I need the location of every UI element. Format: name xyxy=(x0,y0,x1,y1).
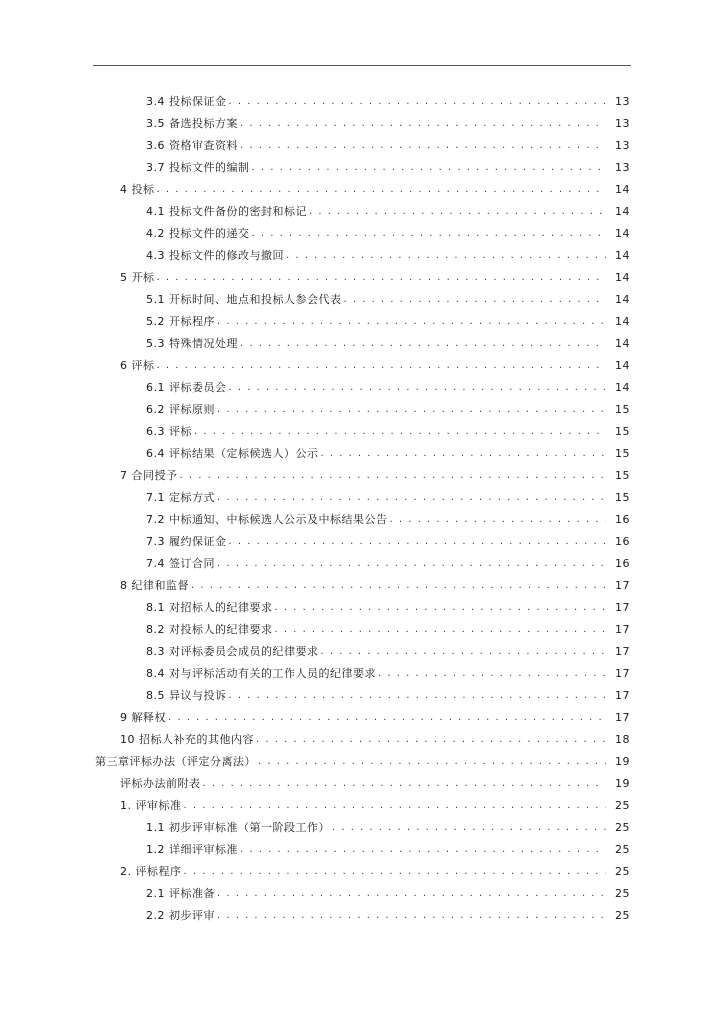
toc-entry-page-number: 14 xyxy=(615,270,630,284)
toc-dot-leader xyxy=(191,580,606,591)
toc-entry[interactable] xyxy=(120,860,630,882)
toc-entry-label: 3.5 备选投标方案 xyxy=(146,117,238,130)
toc-entry[interactable] xyxy=(146,838,630,860)
toc-entry-label: 6.4 评标结果（定标候选人）公示 xyxy=(146,447,319,460)
toc-dot-leader xyxy=(229,536,607,547)
toc-entry-page-number: 16 xyxy=(615,512,630,526)
toc-dot-leader xyxy=(229,690,607,701)
toc-dot-leader xyxy=(252,162,607,173)
toc-entry-label: 6.1 评标委员会 xyxy=(146,381,227,394)
toc-dot-leader xyxy=(168,712,606,723)
toc-dot-leader xyxy=(217,910,606,921)
toc-entry-label: 8 纪律和监督 xyxy=(120,579,189,592)
toc-dot-leader xyxy=(258,756,606,767)
toc-entry-label: 4 投标 xyxy=(120,183,155,196)
toc-entry-page-number: 14 xyxy=(615,182,630,196)
toc-entry-label: 第三章评标办法（评定分离法） xyxy=(95,755,256,768)
toc-entry[interactable] xyxy=(146,640,630,662)
toc-dot-leader xyxy=(229,96,607,107)
toc-dot-leader xyxy=(217,404,606,415)
toc-entry-page-number: 19 xyxy=(615,776,630,790)
toc-entry-page-number: 15 xyxy=(615,402,630,416)
toc-entry-page-number: 25 xyxy=(615,908,630,922)
toc-entry-page-number: 17 xyxy=(615,600,630,614)
toc-dot-leader xyxy=(157,360,607,371)
toc-entry[interactable] xyxy=(120,354,630,376)
toc-entry-label: 1. 评审标准 xyxy=(120,799,182,812)
toc-entry-page-number: 25 xyxy=(615,798,630,812)
toc-entry-page-number: 15 xyxy=(615,446,630,460)
toc-dot-leader xyxy=(217,888,606,899)
toc-entry[interactable] xyxy=(120,464,630,486)
toc-entry-page-number: 13 xyxy=(615,116,630,130)
toc-entry-label: 9 解释权 xyxy=(120,711,166,724)
toc-entry-page-number: 14 xyxy=(615,380,630,394)
toc-entry[interactable] xyxy=(146,398,630,420)
toc-entry-label: 4.3 投标文件的修改与撤回 xyxy=(146,249,284,262)
toc-entry-label: 1.2 详细评审标准 xyxy=(146,843,238,856)
toc-entry[interactable] xyxy=(146,508,630,530)
toc-dot-leader xyxy=(378,668,606,679)
toc-entry[interactable] xyxy=(146,420,630,442)
header-rule xyxy=(93,65,631,66)
toc-entry-page-number: 13 xyxy=(615,138,630,152)
toc-entry[interactable] xyxy=(146,156,630,178)
toc-entry-label: 5.2 开标程序 xyxy=(146,315,215,328)
toc-entry-label: 3.7 投标文件的编制 xyxy=(146,161,250,174)
toc-entry[interactable] xyxy=(120,728,630,750)
toc-entry-page-number: 16 xyxy=(615,556,630,570)
toc-entry-label: 3.4 投标保证金 xyxy=(146,95,227,108)
toc-entry[interactable] xyxy=(146,552,630,574)
toc-entry-label: 1.1 初步评审标准（第一阶段工作） xyxy=(146,821,330,834)
toc-dot-leader xyxy=(275,624,607,635)
toc-dot-leader xyxy=(309,206,606,217)
toc-entry-label: 8.2 对投标人的纪律要求 xyxy=(146,623,273,636)
toc-entry-page-number: 19 xyxy=(615,754,630,768)
toc-dot-leader xyxy=(184,866,607,877)
toc-entry-label: 7.3 履约保证金 xyxy=(146,535,227,548)
toc-entry[interactable] xyxy=(120,266,630,288)
toc-entry-label: 8.4 对与评标活动有关的工作人员的纪律要求 xyxy=(146,667,376,680)
toc-entry-label: 6.2 评标原则 xyxy=(146,403,215,416)
toc-entry-page-number: 14 xyxy=(615,248,630,262)
toc-entry[interactable] xyxy=(146,112,630,134)
toc-dot-leader xyxy=(194,426,606,437)
toc-entry-page-number: 14 xyxy=(615,292,630,306)
toc-dot-leader xyxy=(217,316,606,327)
toc-dot-leader xyxy=(217,492,606,503)
toc-dot-leader xyxy=(256,734,606,745)
toc-entry-page-number: 14 xyxy=(615,336,630,350)
toc-entry[interactable] xyxy=(146,134,630,156)
toc-entry[interactable] xyxy=(146,530,630,552)
toc-dot-leader xyxy=(180,470,607,481)
toc-entry-page-number: 17 xyxy=(615,578,630,592)
toc-entry-page-number: 15 xyxy=(615,424,630,438)
toc-entry-label: 10 招标人补充的其他内容 xyxy=(120,733,254,746)
toc-entry-page-number: 25 xyxy=(615,842,630,856)
toc-entry-label: 6.3 评标 xyxy=(146,425,192,438)
toc-entry[interactable] xyxy=(146,332,630,354)
toc-entry[interactable] xyxy=(120,794,630,816)
toc-entry-page-number: 25 xyxy=(615,820,630,834)
toc-entry-label: 7 合同授予 xyxy=(120,469,178,482)
toc-entry-page-number: 14 xyxy=(615,204,630,218)
toc-dot-leader xyxy=(157,184,607,195)
toc-entry-label: 4.1 投标文件备份的密封和标记 xyxy=(146,205,307,218)
toc-dot-leader xyxy=(240,140,606,151)
toc-dot-leader xyxy=(252,228,607,239)
toc-entry[interactable] xyxy=(146,904,630,926)
toc-entry[interactable] xyxy=(146,662,630,684)
toc-entry-label: 8.3 对评标委员会成员的纪律要求 xyxy=(146,645,319,658)
toc-entry-label: 2.1 评标准备 xyxy=(146,887,215,900)
toc-entry[interactable] xyxy=(146,288,630,310)
toc-entry-page-number: 17 xyxy=(615,622,630,636)
toc-entry-label: 6 评标 xyxy=(120,359,155,372)
toc-entry-label: 5 开标 xyxy=(120,271,155,284)
toc-entry-label: 7.4 签订合同 xyxy=(146,557,215,570)
toc-entry-page-number: 15 xyxy=(615,468,630,482)
toc-entry[interactable] xyxy=(120,772,630,794)
toc-entry[interactable] xyxy=(146,882,630,904)
toc-entry-label: 7.1 定标方式 xyxy=(146,491,215,504)
toc-entry-page-number: 17 xyxy=(615,666,630,680)
toc-entry-page-number: 13 xyxy=(615,94,630,108)
toc-entry[interactable] xyxy=(95,750,630,772)
toc-entry[interactable] xyxy=(146,684,630,706)
toc-entry[interactable] xyxy=(146,816,630,838)
toc-entry[interactable] xyxy=(146,486,630,508)
toc-dot-leader xyxy=(157,272,607,283)
toc-entry[interactable] xyxy=(146,618,630,640)
toc-entry-label: 评标办法前附表 xyxy=(120,777,201,790)
toc-entry-label: 5.1 开标时间、地点和投标人参会代表 xyxy=(146,293,342,306)
toc-entry[interactable] xyxy=(120,178,630,200)
toc-dot-leader xyxy=(184,800,607,811)
toc-dot-leader xyxy=(344,294,607,305)
toc-entry-page-number: 16 xyxy=(615,534,630,548)
toc-dot-leader xyxy=(217,558,606,569)
toc-entry[interactable] xyxy=(146,200,630,222)
toc-dot-leader xyxy=(321,646,607,657)
toc-dot-leader xyxy=(240,118,606,129)
toc-entry-page-number: 25 xyxy=(615,886,630,900)
toc-entry-page-number: 14 xyxy=(615,226,630,240)
toc-entry[interactable] xyxy=(146,376,630,398)
toc-entry-page-number: 18 xyxy=(615,732,630,746)
toc-entry-page-number: 17 xyxy=(615,710,630,724)
toc-entry[interactable] xyxy=(146,310,630,332)
toc-entry-label: 4.2 投标文件的递交 xyxy=(146,227,250,240)
toc-dot-leader xyxy=(321,448,607,459)
toc-entry-page-number: 25 xyxy=(615,864,630,878)
toc-entry[interactable] xyxy=(146,222,630,244)
toc-entry[interactable] xyxy=(146,596,630,618)
toc-entry-page-number: 17 xyxy=(615,688,630,702)
toc-entry-page-number: 14 xyxy=(615,358,630,372)
toc-entry[interactable] xyxy=(120,706,630,728)
toc-entry-page-number: 17 xyxy=(615,644,630,658)
toc-dot-leader xyxy=(240,338,606,349)
toc-entry-page-number: 15 xyxy=(615,490,630,504)
toc-entry-page-number: 14 xyxy=(615,314,630,328)
toc-dot-leader xyxy=(275,602,607,613)
toc-dot-leader xyxy=(332,822,606,833)
toc-dot-leader xyxy=(240,844,606,855)
toc-entry-label: 7.2 中标通知、中标候选人公示及中标结果公告 xyxy=(146,513,388,526)
toc-entry-label: 8.1 对招标人的纪律要求 xyxy=(146,601,273,614)
toc-entry[interactable] xyxy=(146,244,630,266)
toc-entry-label: 2.2 初步评审 xyxy=(146,909,215,922)
toc-entry-page-number: 13 xyxy=(615,160,630,174)
toc-dot-leader xyxy=(229,382,607,393)
toc-dot-leader xyxy=(390,514,607,525)
toc-dot-leader xyxy=(286,250,606,261)
toc-entry[interactable] xyxy=(120,574,630,596)
toc-entry-label: 3.6 资格审查资料 xyxy=(146,139,238,152)
toc-entry[interactable] xyxy=(146,442,630,464)
toc-entry-label: 2. 评标程序 xyxy=(120,865,182,878)
toc-entry-label: 5.3 特殊情况处理 xyxy=(146,337,238,350)
toc-dot-leader xyxy=(203,778,607,789)
toc-entry[interactable] xyxy=(146,90,630,112)
toc-entry-label: 8.5 异议与投诉 xyxy=(146,689,227,702)
